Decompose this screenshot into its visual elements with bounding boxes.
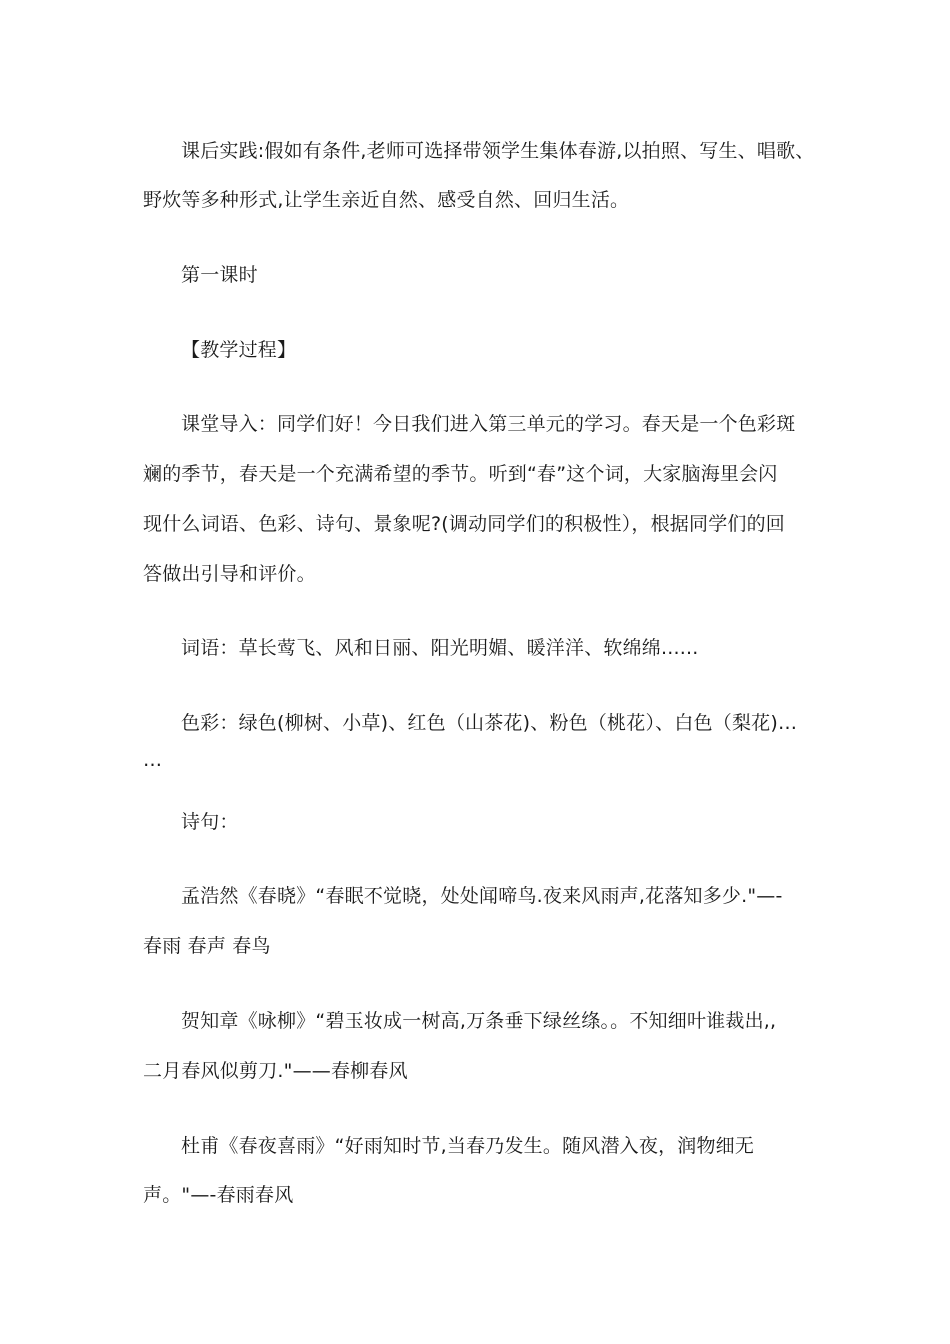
paragraph-poems-heading: 诗句： xyxy=(181,811,239,833)
poem-chunxiao: 孟浩然《春晓》“春眠不觉晓，处处闻啼鸟.夜来风雨声,花落知多少."—- xyxy=(181,885,783,907)
section-heading-first-lesson: 第一课时 xyxy=(181,264,258,286)
paragraph-after-class-practice-cont: 野炊等多种形式,让学生亲近自然、感受自然、回归生活。 xyxy=(143,189,630,211)
paragraph-introduction-cont-2: 现什么词语、色彩、诗句、景象呢?(调动同学们的积极性），根据同学们的回 xyxy=(143,513,785,535)
paragraph-colors: 色彩：绿色(柳树、小草)、红色（山茶花)、粉色（桃花）、白色（梨花)… xyxy=(181,712,798,734)
paragraph-words: 词语：草长莺飞、风和日丽、阳光明媚、暖洋洋、软绵绵...... xyxy=(181,637,699,659)
paragraph-introduction-cont-3: 答做出引导和评价。 xyxy=(143,563,316,585)
poem-chunxiao-cont: 春雨 春声 春鸟 xyxy=(143,935,271,957)
section-heading-teaching-process: 【教学过程】 xyxy=(181,339,297,361)
poem-chunyexiyu-cont: 声。"—-春雨春风 xyxy=(143,1184,294,1206)
paragraph-introduction-cont-1: 斓的季节，春天是一个充满希望的季节。听到“春”这个词，大家脑海里会闪 xyxy=(143,463,778,485)
poem-yongliu-cont: 二月春风似剪刀."——春柳春风 xyxy=(143,1060,408,1082)
paragraph-after-class-practice: 课后实践:假如有条件,老师可选择带领学生集体春游,以拍照、写生、唱歌、 xyxy=(181,140,815,162)
paragraph-introduction: 课堂导入：同学们好！今日我们进入第三单元的学习。春天是一个色彩斑 xyxy=(181,413,796,435)
poem-chunyexiyu: 杜甫《春夜喜雨》“好雨知时节,当春乃发生。随风潜入夜，润物细无 xyxy=(181,1135,755,1157)
paragraph-colors-cont: … xyxy=(143,749,163,771)
poem-yongliu: 贺知章《咏柳》“碧玉妆成一树高,万条垂下绿丝绦。。不知细叶谁裁出,, xyxy=(181,1010,777,1032)
